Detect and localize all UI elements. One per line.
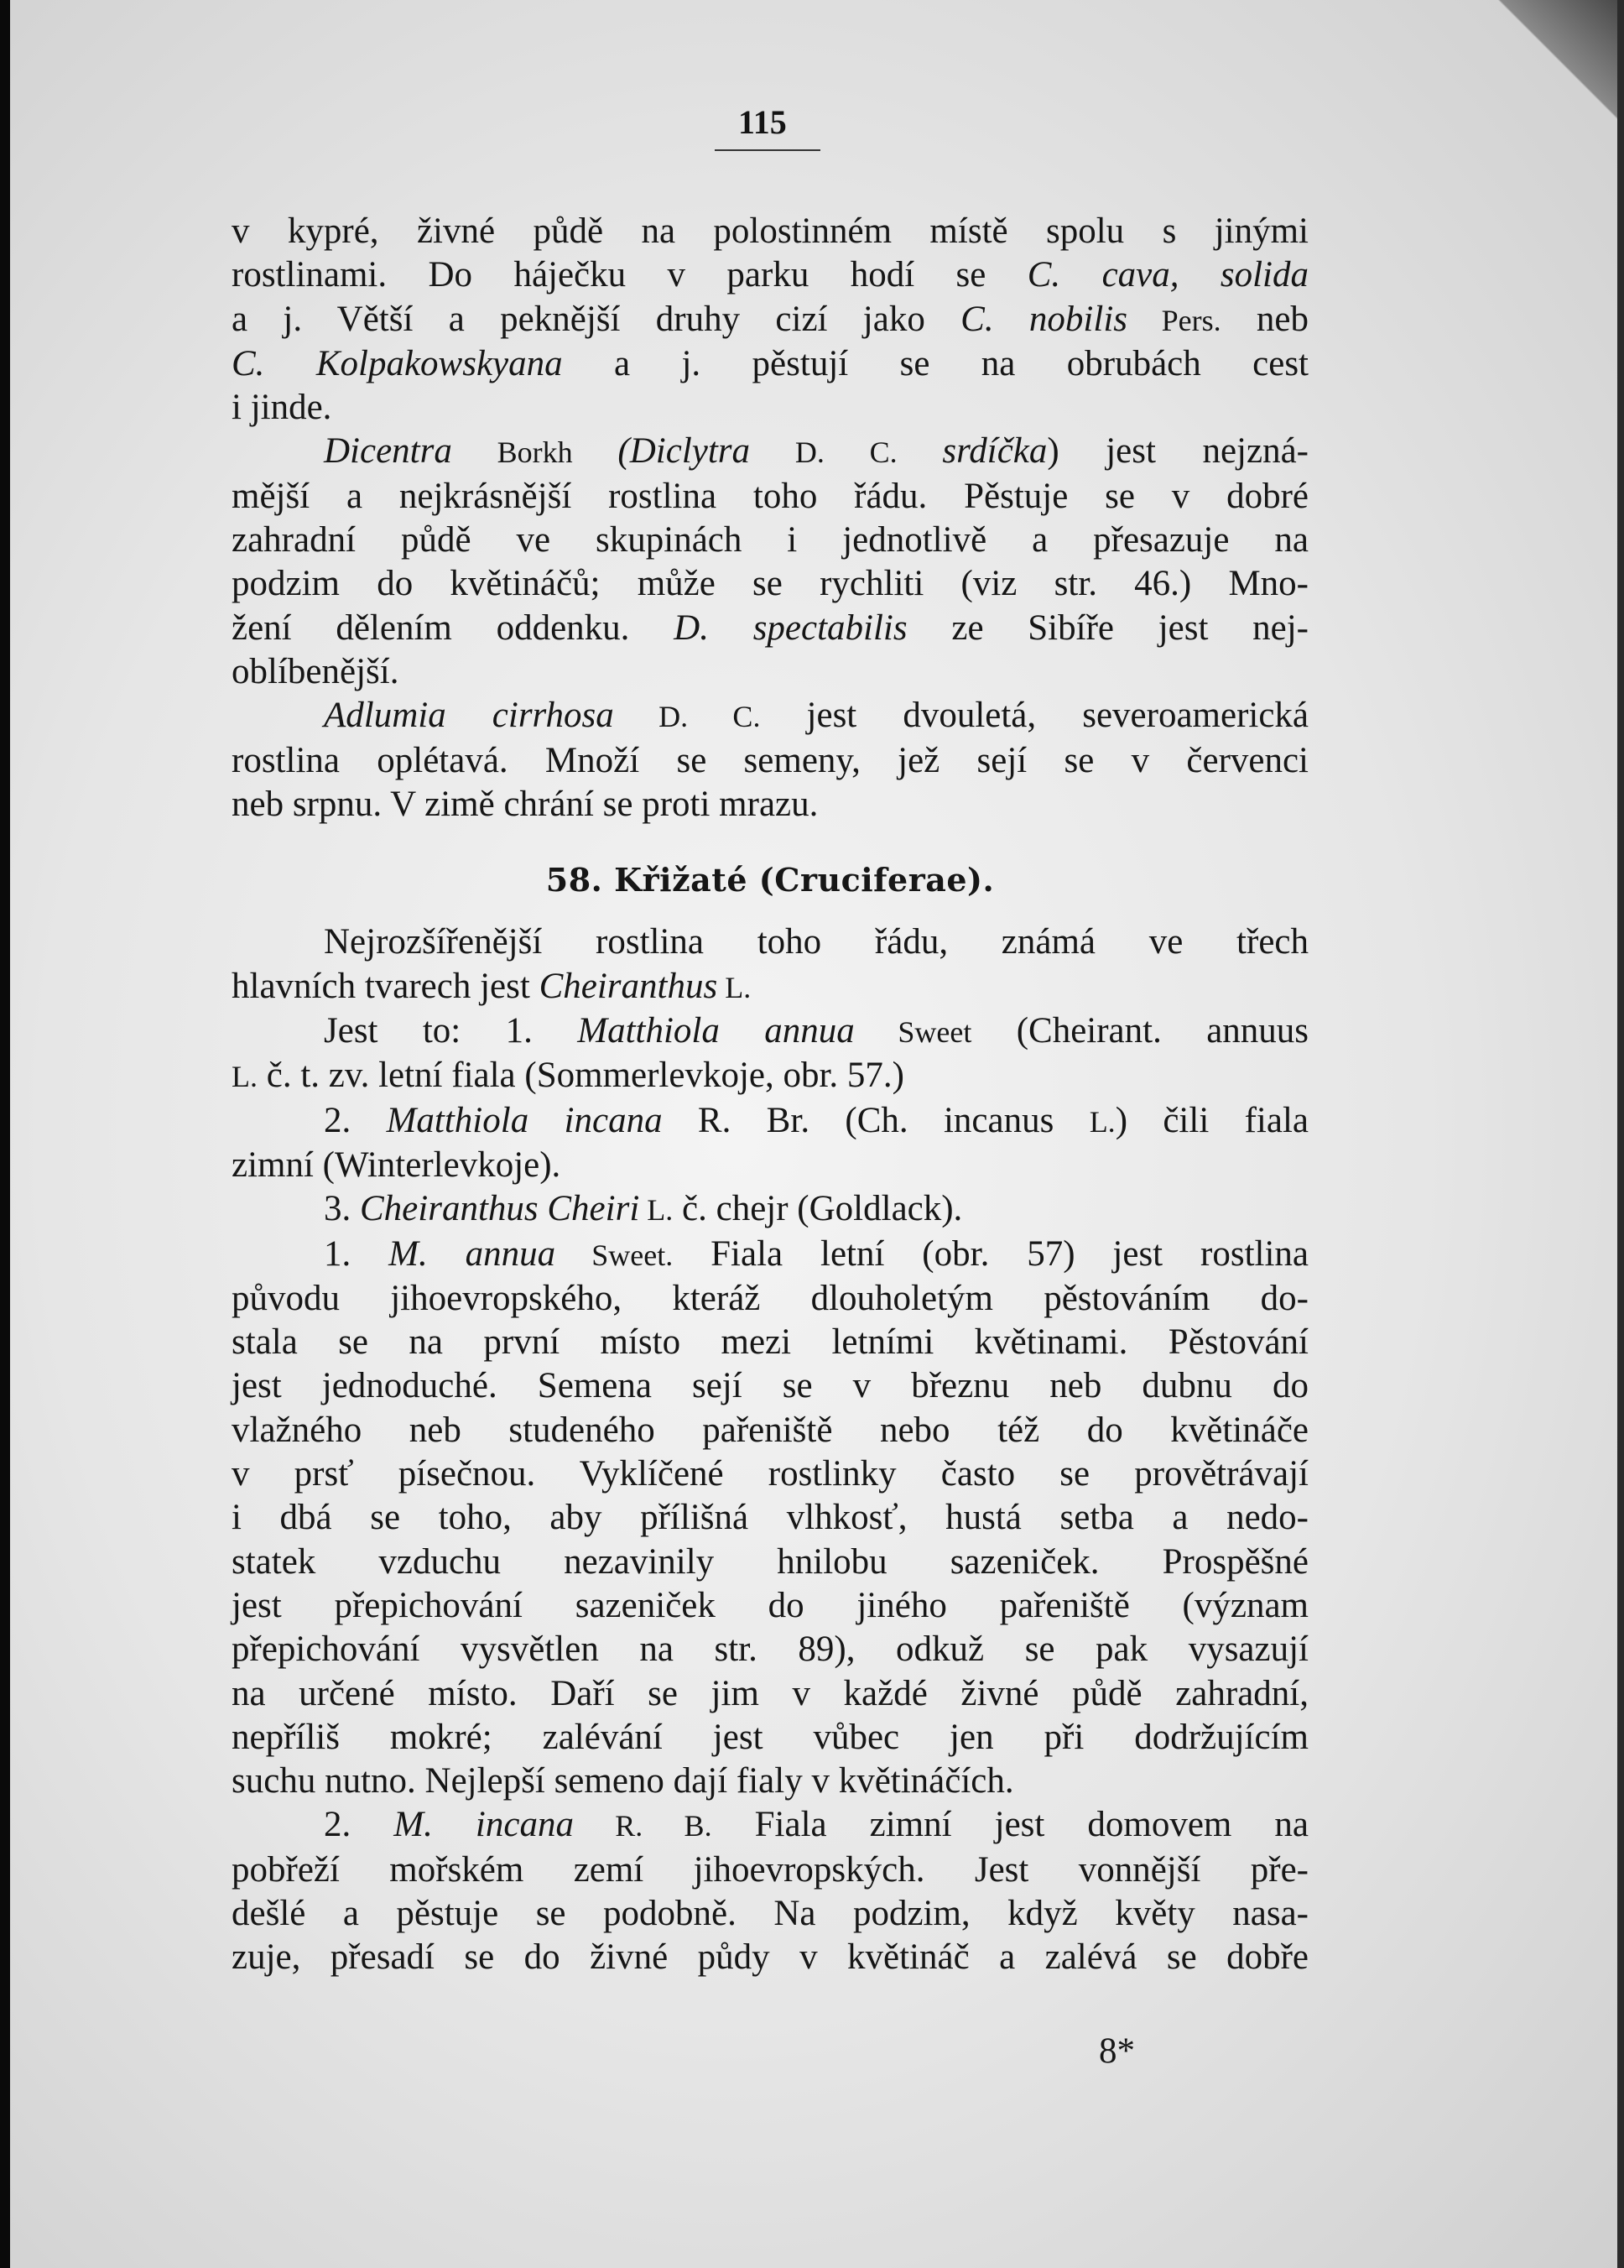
page-number: 115 [738, 103, 787, 141]
text-line: 2. Matthiola incana R. Br. (Ch. incanus L.) čili fiala [324, 1100, 1309, 1140]
text-line: dešlé a pěstuje se podobně. Na podzim, když květy nasa- [232, 1893, 1309, 1933]
text-line: zimní (Winterlevkoje). [232, 1144, 561, 1185]
text-line: vlažného neb studeného pařeniště nebo též do květináče [232, 1410, 1309, 1450]
text-line: oblíbenější. [232, 651, 399, 691]
text-line: mější a nejkrásnější rostlina toho řádu. Pěstuje se v dobré [232, 476, 1309, 516]
text-line: Nejrozšířenější rostlina toho řádu, známá ve třech [324, 922, 1309, 962]
text-line: hlavních tvarech jest Cheiranthus L. [232, 966, 752, 1006]
text-line: i dbá se toho, aby přílišná vlhkosť, hustá setba a nedo- [232, 1498, 1309, 1538]
text-line: jest jednoduché. Semena sejí se v březnu neb dubnu do [232, 1366, 1309, 1406]
text-line: C. Kolpakowskyana a j. pěstují se na obrubách cest [232, 343, 1309, 383]
text-line: statek vzduchu nezavinily hnilobu sazeniček. Prospěšné [232, 1541, 1309, 1582]
text-line: v prsť písečnou. Vyklíčené rostlinky často se provětrávají [232, 1454, 1309, 1494]
text-line: neb srpnu. V zimě chrání se proti mrazu. [232, 784, 819, 824]
scan-right-edge [1617, 0, 1624, 2268]
text-line: suchu nutno. Nejlepší semeno dají fialy v květináčích. [232, 1761, 1014, 1801]
body-text [232, 210, 1309, 1980]
scan-left-edge [0, 0, 10, 2268]
text-line: a j. Větší a peknější druhy cizí jako C. nobilis Pers. neb [232, 299, 1309, 339]
text-line: v kypré, živné půdě na polostinném místě spolu s jinými [232, 211, 1309, 251]
text-line: pobřeží mořském zemí jihoevropských. Jest vonnější pře- [232, 1849, 1309, 1890]
text-line: stala se na první místo mezi letními květinami. Pěstování [232, 1322, 1309, 1363]
text-line: Dicentra Borkh (Diclytra D. C. srdíčka) jest nejzná- [324, 431, 1309, 472]
text-line: původu jihoevropského, kteráž dlouholetým pěstováním do- [232, 1278, 1309, 1318]
page-corner-fold [1483, 0, 1617, 126]
signature-mark: 8* [1099, 2031, 1135, 2071]
section-heading: 58. Křižaté (Cruciferae). [545, 861, 995, 899]
text-line: jest přepichování sazeniček do jiného pařeniště (význam [232, 1585, 1309, 1625]
text-line: Jest to: 1. Matthiola annua Sweet (Cheirant. annuus [324, 1011, 1309, 1051]
text-line: přepichování vysvětlen na str. 89), odkuž se pak vysazují [232, 1629, 1309, 1670]
text-line: nepříliš mokré; zalévání jest vůbec jen při dodržujícím [232, 1717, 1309, 1757]
text-line: podzim do květináčů; může se rychliti (viz str. 46.) Mno- [232, 564, 1309, 604]
text-line: zuje, přesadí se do živné půdy v květináč a zalévá se dobře [232, 1937, 1309, 1978]
text-line: zahradní půdě ve skupinách i jednotlivě a přesazuje na [232, 520, 1309, 560]
text-line: rostlina oplétavá. Množí se semeny, jež sejí se v červenci [232, 740, 1309, 780]
page-number-rule [715, 149, 820, 151]
text-line: na určené místo. Daří se jim v každé živné půdě zahradní, [232, 1673, 1309, 1713]
text-line: 3. Cheiranthus Cheiri L. č. chejr (Goldlack). [324, 1189, 963, 1229]
text-line: rostlinami. Do háječku v parku hodí se C. cava, solida [232, 255, 1309, 295]
text-line: 2. M. incana R. B. Fiala zimní jest domovem na [324, 1805, 1309, 1845]
text-line: i jinde. [232, 388, 332, 428]
text-line: L. č. t. zv. letní fiala (Sommerlevkoje, obr. 57.) [232, 1056, 904, 1096]
text-line: žení dělením oddenku. D. spectabilis ze Sibíře jest nej- [232, 607, 1309, 648]
text-line: 1. M. annua Sweet. Fiala letní (obr. 57) jest rostlina [324, 1233, 1309, 1274]
text-line: Adlumia cirrhosa D. C. jest dvouletá, severoamerická [324, 696, 1309, 736]
